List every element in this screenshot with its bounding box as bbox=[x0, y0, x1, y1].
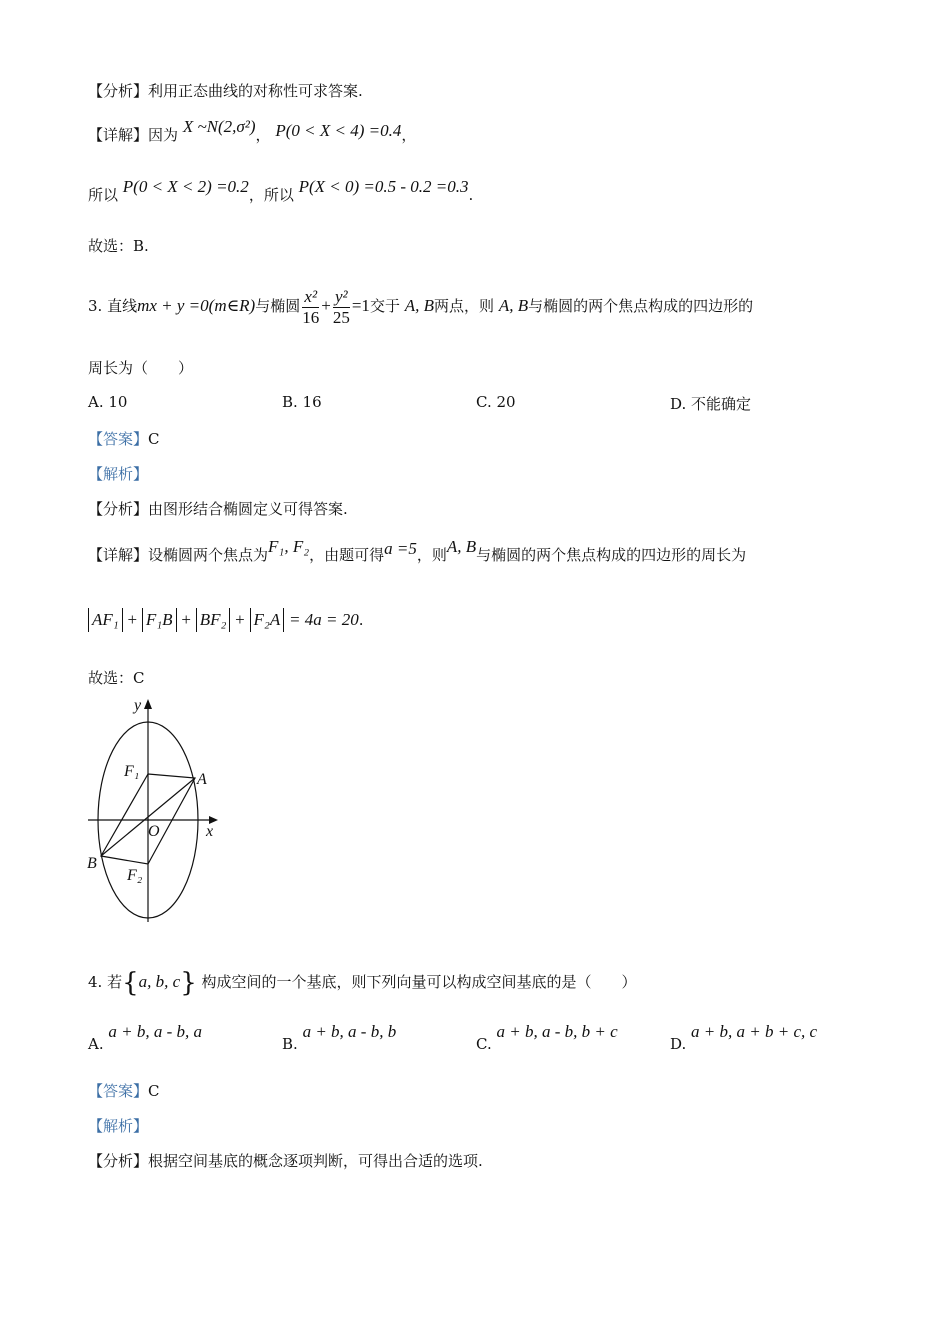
comma: ， bbox=[255, 126, 271, 144]
q4-prefix: 4. 若 bbox=[88, 973, 123, 991]
q2-analysis bbox=[88, 80, 363, 102]
detail-text-1: 设椭圆两个焦点为 bbox=[148, 546, 269, 564]
detail-label: 【详解】 bbox=[88, 126, 149, 144]
label-y: y bbox=[134, 697, 142, 714]
detail-text-3: ，则 bbox=[416, 546, 447, 564]
so-text-2: ，所以 bbox=[248, 186, 294, 204]
q3-conclusion: 故选：C bbox=[88, 669, 145, 687]
answer-value: C bbox=[148, 1082, 160, 1100]
answer-value: C bbox=[148, 430, 160, 448]
detail-text-4: 与椭圆的两个焦点构成的四边形的周长为 bbox=[476, 546, 747, 564]
probability-expr: P(0 < X < 4) =0.4 bbox=[275, 121, 402, 140]
q4-analysis bbox=[88, 1150, 483, 1172]
perimeter-formula bbox=[88, 606, 363, 634]
detail-because: 因为 bbox=[148, 126, 179, 144]
option-expr: a + b, a - b, b + c bbox=[496, 1022, 618, 1041]
q3-option-b: B. 16 bbox=[282, 393, 322, 411]
option-expr: a + b, a + b + c, c bbox=[691, 1022, 818, 1041]
plus: + bbox=[321, 296, 331, 315]
q3-answer bbox=[88, 428, 160, 450]
stem-end: 与椭圆的两个焦点构成的四边形的 bbox=[528, 297, 754, 315]
distribution-expr: X ~N(2,σ²) bbox=[182, 117, 256, 136]
q3-prefix: 3. 直线 bbox=[88, 297, 138, 315]
segment-bf2: BF₂ bbox=[196, 608, 231, 632]
q3-option-c: C. 20 bbox=[476, 393, 516, 411]
segment-f1b: F₁B bbox=[142, 608, 177, 632]
a-expr: a =5 bbox=[384, 539, 417, 558]
q3-analysis bbox=[88, 498, 348, 520]
q4-stem bbox=[88, 964, 637, 1001]
plus: + bbox=[235, 610, 245, 629]
q4-option-b: B. a + b, a - b, b bbox=[282, 1022, 397, 1053]
period: . bbox=[468, 186, 474, 204]
q2-conclusion: 故选：B. bbox=[88, 237, 149, 255]
plus: + bbox=[181, 610, 191, 629]
line-expr: mx + y =0(m∈R) bbox=[137, 296, 256, 315]
stem-mid-2: 两点，则 bbox=[434, 297, 495, 315]
with-ellipse: 与椭圆 bbox=[255, 297, 301, 315]
points-ab-2: A, B bbox=[498, 296, 529, 315]
q3-detail bbox=[88, 537, 747, 566]
analysis-label: 【分析】 bbox=[88, 82, 149, 100]
analysis-text: 由图形结合椭圆定义可得答案. bbox=[148, 500, 348, 518]
foci-expr: F₁, F₂ bbox=[268, 537, 310, 556]
points-ab: A, B bbox=[404, 296, 435, 315]
answer-label: 【答案】 bbox=[88, 430, 149, 448]
segment-f2a: F₂A bbox=[250, 608, 285, 632]
label-f1: F₁ bbox=[124, 763, 140, 780]
q4-stem-text: 构成空间的一个基底，则下列向量可以构成空间基底的是（ ） bbox=[201, 973, 637, 991]
q4-answer bbox=[88, 1080, 160, 1102]
q4-option-a: A. a + b, a - b, a bbox=[88, 1022, 203, 1053]
q3-option-d: D. 不能确定 bbox=[670, 395, 752, 413]
y-axis-arrow bbox=[144, 699, 152, 709]
q3-option-a: A. 10 bbox=[88, 393, 128, 411]
period: . bbox=[358, 611, 364, 629]
analysis-text: 利用正态曲线的对称性可求答案. bbox=[148, 82, 363, 100]
q4-option-d: D. a + b, a + b + c, c bbox=[670, 1022, 818, 1053]
q4-option-c: C. a + b, a - b, b + c bbox=[476, 1022, 618, 1053]
detail-text-2: ，由题可得 bbox=[309, 546, 385, 564]
q4-explain-label: 【解析】 bbox=[88, 1117, 149, 1135]
fraction-x: $\frac{\text{x²}}{16}$ bbox=[302, 286, 320, 327]
stem-mid: 交于 bbox=[369, 297, 400, 315]
option-expr: a + b, a - b, b bbox=[302, 1022, 397, 1041]
label-f2: F₂ bbox=[127, 867, 143, 884]
option-expr: a + b, a - b, a bbox=[108, 1022, 203, 1041]
left-brace-icon: { bbox=[122, 968, 139, 998]
half-probability-expr: P(0 < X < 2) =0.2 bbox=[122, 177, 249, 196]
q2-so-line bbox=[88, 177, 474, 206]
answer-label: 【答案】 bbox=[88, 1082, 149, 1100]
label-o: O bbox=[148, 823, 160, 840]
q3-explain-label: 【解析】 bbox=[88, 465, 149, 483]
q3-stem-line2: 周长为（ ） bbox=[88, 359, 194, 377]
points-ab-3: A, B bbox=[446, 537, 477, 556]
so-text: 所以 bbox=[88, 186, 119, 204]
segment-af1: AF₁ bbox=[88, 608, 123, 632]
analysis-label: 【分析】 bbox=[88, 500, 149, 518]
q3-stem bbox=[88, 284, 753, 328]
q2-detail bbox=[88, 117, 417, 146]
ellipse-figure bbox=[84, 694, 224, 930]
comma: ， bbox=[401, 126, 417, 144]
plus: + bbox=[127, 610, 138, 629]
equals-one: =1 bbox=[351, 296, 370, 315]
basis-vectors: a, b, c bbox=[138, 972, 181, 991]
analysis-label: 【分析】 bbox=[88, 1152, 149, 1170]
label-x: x bbox=[206, 823, 214, 840]
fraction-y: $\frac{\text{y²}}{25}$ bbox=[332, 286, 350, 327]
label-a: A bbox=[197, 771, 207, 788]
result-expr: P(X < 0) =0.5 - 0.2 =0.3 bbox=[298, 177, 469, 196]
right-brace-icon: } bbox=[180, 968, 197, 998]
label-b: B bbox=[87, 855, 97, 872]
analysis-text: 根据空间基底的概念逐项判断，可得出合适的选项. bbox=[148, 1152, 483, 1170]
perimeter-result: = 4a = 20 bbox=[289, 610, 359, 629]
detail-label: 【详解】 bbox=[88, 546, 149, 564]
